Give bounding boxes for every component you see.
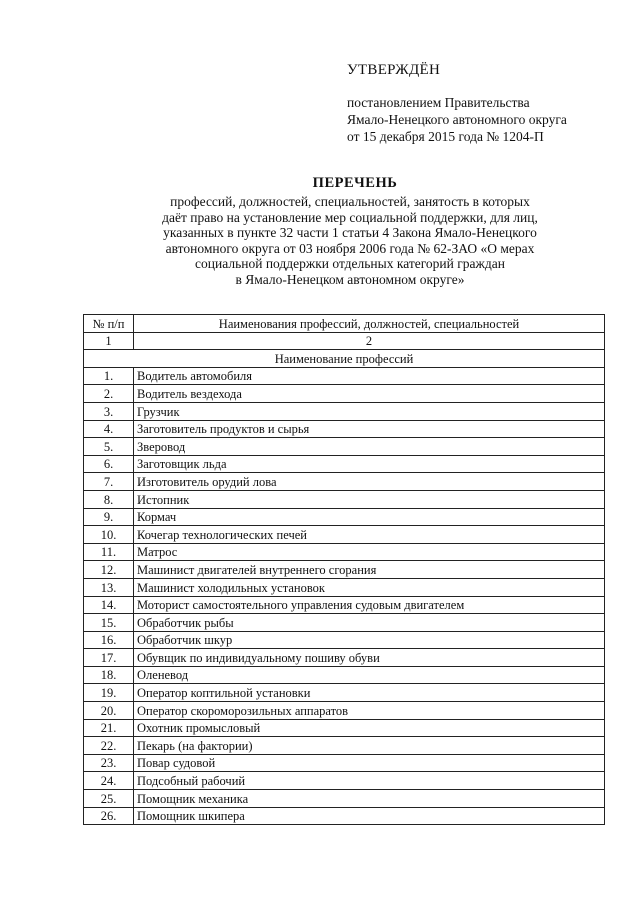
- row-profession-name: Изготовитель орудий лова: [134, 473, 605, 491]
- row-number: 25.: [84, 790, 134, 808]
- subtitle-line: социальной поддержки отдельных категорий граждан: [195, 256, 505, 271]
- column-index-number: 1: [84, 332, 134, 350]
- row-profession-name: Подсобный рабочий: [134, 772, 605, 790]
- row-number: 26.: [84, 807, 134, 825]
- approval-line: постановлением Правительства: [347, 95, 530, 110]
- row-number: 16.: [84, 631, 134, 649]
- row-profession-name: Пекарь (на фактории): [134, 737, 605, 755]
- row-profession-name: Водитель вездехода: [134, 385, 605, 403]
- column-index-name: 2: [134, 332, 605, 350]
- table-row: [84, 420, 605, 438]
- section-title: Наименование профессий: [84, 350, 605, 368]
- subtitle-line: профессий, должностей, специальностей, занятость в которых: [170, 194, 530, 209]
- table-row: [84, 543, 605, 561]
- column-header-name: Наименования профессий, должностей, специальностей: [134, 315, 605, 333]
- row-profession-name: Обувщик по индивидуальному пошиву обуви: [134, 649, 605, 667]
- row-number: 3.: [84, 402, 134, 420]
- subtitle-line: в Ямало-Ненецком автономном округе»: [235, 271, 465, 287]
- row-profession-name: Заготовитель продуктов и сырья: [134, 420, 605, 438]
- table-row: [84, 596, 605, 614]
- row-profession-name: Охотник промысловый: [134, 719, 605, 737]
- row-number: 5.: [84, 438, 134, 456]
- table-section-row: [84, 350, 605, 368]
- table-row: [84, 526, 605, 544]
- row-number: 17.: [84, 649, 134, 667]
- row-number: 13.: [84, 578, 134, 596]
- row-number: 4.: [84, 420, 134, 438]
- row-profession-name: Помощник механика: [134, 790, 605, 808]
- row-number: 18.: [84, 666, 134, 684]
- professions-table: [83, 314, 605, 825]
- table-row: [84, 473, 605, 491]
- row-profession-name: Оператор коптильной установки: [134, 684, 605, 702]
- row-profession-name: Обработчик шкур: [134, 631, 605, 649]
- table-row: [84, 807, 605, 825]
- table-row: [84, 402, 605, 420]
- row-profession-name: Машинист холодильных установок: [134, 578, 605, 596]
- table-row: [84, 790, 605, 808]
- subtitle-line: автономного округа от 03 ноября 2006 года № 62-ЗАО «О мерах: [165, 240, 535, 256]
- document-subtitle: [100, 194, 600, 287]
- subtitle-line: даёт право на установление мер социальной поддержки, для лиц,: [162, 209, 538, 225]
- row-profession-name: Водитель автомобиля: [134, 367, 605, 385]
- row-profession-name: Зверовод: [134, 438, 605, 456]
- table-row: [84, 561, 605, 579]
- row-number: 8.: [84, 490, 134, 508]
- row-profession-name: Матрос: [134, 543, 605, 561]
- row-profession-name: Кормач: [134, 508, 605, 526]
- table-row: [84, 702, 605, 720]
- row-profession-name: Грузчик: [134, 402, 605, 420]
- row-number: 6.: [84, 455, 134, 473]
- table-row: [84, 578, 605, 596]
- table-row: [84, 631, 605, 649]
- table-row: [84, 772, 605, 790]
- table-row: [84, 614, 605, 632]
- row-profession-name: Заготовщик льда: [134, 455, 605, 473]
- row-profession-name: Обработчик рыбы: [134, 614, 605, 632]
- row-number: 24.: [84, 772, 134, 790]
- row-number: 2.: [84, 385, 134, 403]
- table-row: [84, 385, 605, 403]
- row-number: 14.: [84, 596, 134, 614]
- table-row: [84, 684, 605, 702]
- row-profession-name: Кочегар технологических печей: [134, 526, 605, 544]
- row-number: 7.: [84, 473, 134, 491]
- approval-stamp: [347, 62, 617, 145]
- row-profession-name: Оператор скороморозильных аппаратов: [134, 702, 605, 720]
- approval-line: Ямало-Ненецкого автономного округа: [347, 112, 567, 127]
- approval-heading: УТВЕРЖДЁН: [347, 62, 441, 78]
- row-number: 22.: [84, 737, 134, 755]
- row-profession-name: Повар судовой: [134, 754, 605, 772]
- row-number: 20.: [84, 702, 134, 720]
- approval-line: от 15 декабря 2015 года № 1204-П: [347, 129, 544, 144]
- row-number: 9.: [84, 508, 134, 526]
- table-row: [84, 737, 605, 755]
- document-title: ПЕРЕЧЕНЬ: [312, 175, 398, 191]
- table-row: [84, 438, 605, 456]
- row-profession-name: Машинист двигателей внутреннего сгорания: [134, 561, 605, 579]
- table-body: [84, 367, 605, 824]
- table-header-row: [84, 315, 605, 333]
- table-row: [84, 754, 605, 772]
- row-number: 15.: [84, 614, 134, 632]
- row-profession-name: Моторист самостоятельного управления судовым двигателем: [134, 596, 605, 614]
- table-row: [84, 666, 605, 684]
- row-profession-name: Истопник: [134, 490, 605, 508]
- row-number: 23.: [84, 754, 134, 772]
- column-header-number: № п/п: [84, 315, 134, 333]
- table-row: [84, 490, 605, 508]
- row-number: 12.: [84, 561, 134, 579]
- row-number: 1.: [84, 367, 134, 385]
- row-number: 19.: [84, 684, 134, 702]
- table-index-row: [84, 332, 605, 350]
- table-row: [84, 367, 605, 385]
- row-number: 10.: [84, 526, 134, 544]
- subtitle-line: указанных в пункте 32 части 1 статьи 4 Закона Ямало-Ненецкого: [163, 225, 537, 240]
- table-row: [84, 719, 605, 737]
- row-profession-name: Помощник шкипера: [134, 807, 605, 825]
- table-row: [84, 508, 605, 526]
- row-profession-name: Оленевод: [134, 666, 605, 684]
- table-row: [84, 649, 605, 667]
- row-number: 11.: [84, 543, 134, 561]
- row-number: 21.: [84, 719, 134, 737]
- table-row: [84, 455, 605, 473]
